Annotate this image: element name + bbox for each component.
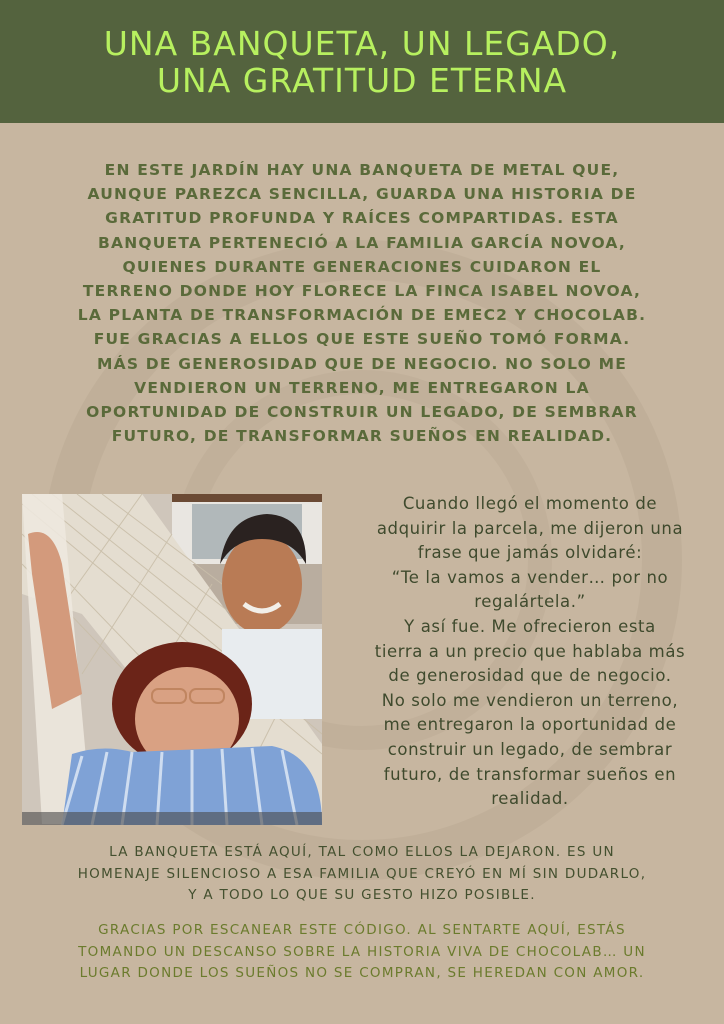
- intro-line: GRATITUD PROFUNDA Y RAÍCES COMPARTIDAS. ESTA: [105, 209, 619, 228]
- story-line: futuro, de transformar sueños en: [383, 764, 677, 784]
- story-line: No solo me vendieron un terreno,: [381, 690, 679, 710]
- story-line: adquirir la parcela, me dijeron una: [376, 518, 684, 538]
- page-header: [0, 0, 724, 123]
- story-line: Cuando llegó el momento de: [402, 494, 658, 513]
- closing-line: HOMENAJE SILENCIOSO A ESA FAMILIA QUE CREYÓ EN MÍ SIN DUDARLO,: [77, 865, 647, 882]
- intro-line: BANQUETA PERTENECIÓ A LA FAMILIA GARCÍA NOVOA,: [98, 233, 626, 252]
- intro-line: VENDIERON UN TERRENO, ME ENTREGARON LA: [134, 378, 590, 397]
- story-line: me entregaron la oportunidad de: [383, 715, 677, 735]
- intro-line: FUE GRACIAS A ELLOS QUE ESTE SUEÑO TOMÓ FORMA.: [93, 330, 631, 349]
- intro-line: LA PLANTA DE TRANSFORMACIÓN DE EMEC2 Y CHOCOLAB.: [77, 306, 647, 325]
- intro-line: OPORTUNIDAD DE CONSTRUIR UN LEGADO, DE SEMBRAR: [86, 403, 638, 422]
- story-line: frase que jamás olvidaré:: [417, 543, 643, 563]
- thanks-paragraph: [8, 920, 716, 985]
- family-photo: [22, 494, 322, 825]
- intro-line: QUIENES DURANTE GENERACIONES CUIDARON EL: [122, 257, 602, 276]
- intro-line: MÁS DE GENEROSIDAD QUE DE NEGOCIO. NO SOLO ME: [97, 354, 627, 373]
- intro-line: TERRENO DONDE HOY FLORECE LA FINCA ISABEL NOVOA,: [82, 282, 642, 301]
- thanks-line: TOMANDO UN DESCANSO SOBRE LA HISTORIA VIVA DE CHOCOLAB… UN: [78, 943, 646, 960]
- page-title-line-2: UNA GRATITUD ETERNA: [156, 60, 568, 100]
- story-paragraph: [344, 492, 716, 812]
- intro-line: FUTURO, DE TRANSFORMAR SUEÑOS EN REALIDAD.: [111, 427, 613, 446]
- story-line: regalártela.”: [474, 592, 586, 612]
- thanks-line: GRACIAS POR ESCANEAR ESTE CÓDIGO. AL SENTARTE AQUÍ, ESTÁS: [98, 922, 626, 938]
- story-line: construir un legado, de sembrar: [387, 739, 673, 759]
- story-line: tierra a un precio que hablaba más: [374, 641, 686, 661]
- intro-line: EN ESTE JARDÍN HAY UNA BANQUETA DE METAL QUE,: [104, 161, 620, 179]
- closing-line: LA BANQUETA ESTÁ AQUÍ, TAL COMO ELLOS LA DEJARON. ES UN: [109, 844, 615, 860]
- story-line: Y así fue. Me ofrecieron esta: [404, 616, 656, 636]
- family-photo-illustration: [22, 494, 322, 825]
- story-line: “Te la vamos a vender… por no: [391, 567, 669, 587]
- story-line: realidad.: [491, 789, 569, 809]
- page-title-line-1: UNA BANQUETA, UN LEGADO,: [103, 23, 621, 63]
- intro-paragraph: [20, 158, 704, 448]
- story-line: de generosidad que de negocio.: [388, 666, 672, 686]
- intro-line: AUNQUE PAREZCA SENCILLA, GUARDA UNA HISTORIA DE: [87, 185, 637, 204]
- closing-paragraph: [8, 842, 716, 907]
- closing-line: Y A TODO LO QUE SU GESTO HIZO POSIBLE.: [188, 887, 536, 903]
- thanks-line: LUGAR DONDE LOS SUEÑOS NO SE COMPRAN, SE HEREDAN CON AMOR.: [79, 965, 645, 981]
